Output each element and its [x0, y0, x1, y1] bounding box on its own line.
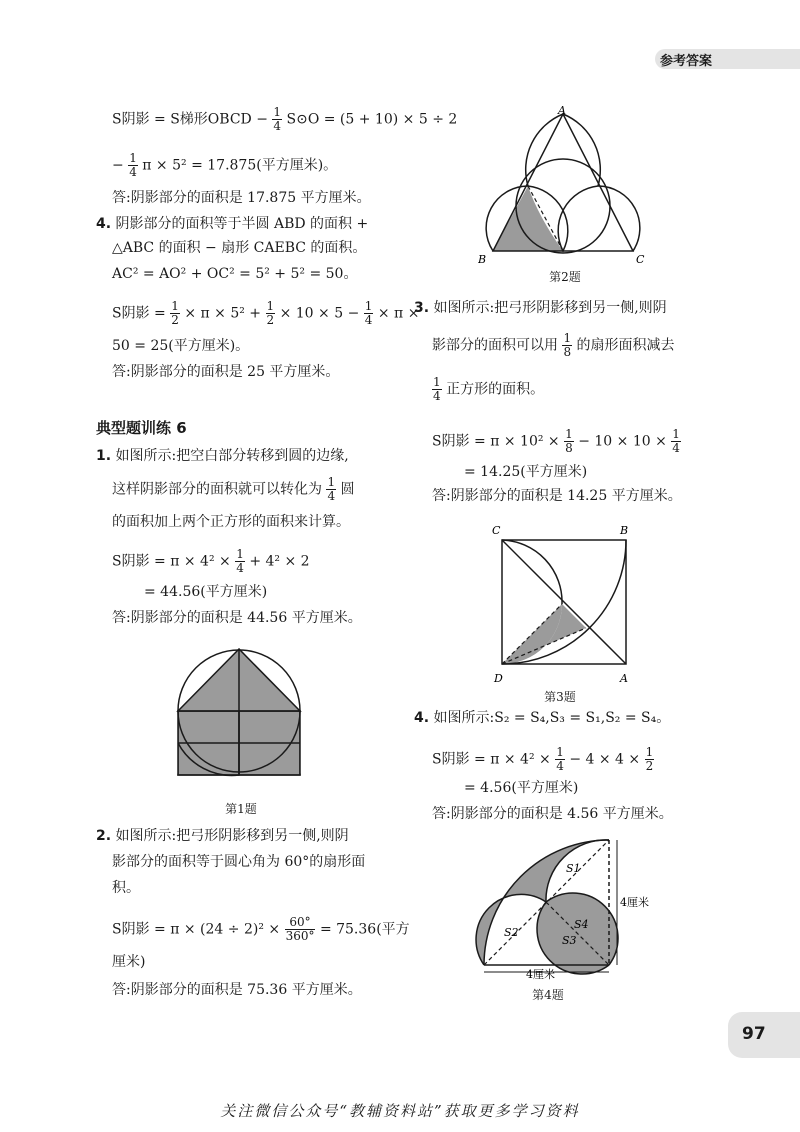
fraction: $\frac{1}{2}$ — [645, 745, 654, 773]
header-title: 参考答案 — [660, 54, 713, 69]
answer-line: = 4.56(平方厘米) — [464, 780, 579, 796]
label-s4: S4 — [574, 918, 589, 931]
answer-line: 答:阴影部分的面积是 14.25 平方厘米。 — [432, 488, 682, 504]
answer-line: S阴影 = π × 4² × $\frac{1}{4}$ + 4² × 2 — [112, 547, 310, 575]
answer-line: △ABC 的面积 − 扇形 CAEBC 的面积。 — [112, 240, 367, 256]
answer-line: 的面积加上两个正方形的面积来计算。 — [112, 514, 350, 530]
question-4: 4. 阴影部分的面积等于半圆 ABD 的面积 + — [96, 216, 369, 232]
answer-line: $\frac{1}{4}$ 正方形的面积。 — [433, 375, 545, 403]
fraction: $\frac{1}{8}$ — [565, 427, 573, 455]
question-1: 1. 如图所示:把空白部分转移到圆的边缘, — [96, 448, 349, 464]
answer-line: 厘米) — [112, 954, 146, 970]
fraction: $\frac{1}{4}$ — [556, 745, 564, 773]
answer-line: 答:阴影部分的面积是 75.36 平方厘米。 — [112, 982, 362, 998]
question-3: 3. 如图所示:把弓形阴影移到另一侧,则阴 — [414, 300, 667, 316]
section-title: 典型题训练 6 — [96, 419, 187, 437]
fraction: $\frac{1}{8}$ — [563, 331, 572, 359]
fraction: $\frac{1}{4}$ — [236, 547, 244, 575]
answer-line: 答:阴影部分的面积是 17.875 平方厘米。 — [112, 190, 371, 206]
answer-line: = 44.56(平方厘米) — [144, 584, 268, 600]
fraction: $\frac{1}{4}$ — [364, 299, 373, 327]
figure-3 — [484, 520, 634, 688]
fraction: $\frac{1}{4}$ — [327, 475, 336, 503]
fraction: $\frac{60^\circ}{360^\circ}$ — [285, 915, 315, 943]
fraction: $\frac{1}{2}$ — [171, 299, 179, 327]
answer-line: 50 = 25(平方厘米)。 — [112, 338, 250, 354]
label-side: 4厘米 — [620, 896, 649, 909]
label-s1: S1 — [566, 862, 581, 875]
label-s3: S3 — [562, 934, 577, 947]
figure-1 — [176, 645, 306, 777]
answer-line: − $\frac{1}{4}$ π × 5² = 17.875(平方厘米)。 — [112, 151, 338, 179]
fraction: $\frac{1}{4}$ — [129, 151, 137, 179]
answer-line: AC² = AO² + OC² = 5² + 5² = 50。 — [112, 266, 358, 282]
answer-line: S阴影 = $\frac{1}{2}$ × π × 5² + $\frac{1}{2}$ × 10 × 5 − $\frac{1}{4}$ × π × — [112, 299, 420, 327]
label-c: C — [636, 253, 645, 264]
answer-line: 影部分的面积可以用 $\frac{1}{8}$ 的扇形面积减去 — [432, 331, 675, 359]
label-c: C — [492, 524, 501, 537]
fraction: $\frac{1}{4}$ — [672, 427, 680, 455]
label-bottom: 4厘米 — [526, 968, 555, 980]
figure-caption: 第3题 — [544, 690, 576, 704]
label-s2: S2 — [504, 926, 519, 939]
label-d: D — [494, 672, 503, 685]
figure-2 — [478, 106, 648, 264]
answer-line: 答:阴影部分的面积是 25 平方厘米。 — [112, 364, 340, 380]
answer-line: 这样阴影部分的面积就可以转化为 $\frac{1}{4}$ 圆 — [112, 475, 355, 503]
answer-line: 积。 — [112, 880, 140, 896]
fraction: $\frac{1}{4}$ — [273, 105, 282, 133]
fraction: $\frac{1}{2}$ — [266, 299, 275, 327]
label-a: A — [620, 672, 628, 685]
fraction: $\frac{1}{4}$ — [433, 375, 441, 403]
answer-line: S阴影 = π × (24 ÷ 2)² × $\frac{60^\circ}{360^\circ}$ = 75.36(平方 — [112, 915, 410, 943]
answer-line: = 14.25(平方厘米) — [464, 464, 588, 480]
answer-line: 答:阴影部分的面积是 4.56 平方厘米。 — [432, 806, 673, 822]
answer-line: 答:阴影部分的面积是 44.56 平方厘米。 — [112, 610, 362, 626]
answer-line: S阴影 = π × 10² × $\frac{1}{8}$ − 10 × 10 × $\frac{1}{4}$ — [432, 427, 680, 455]
question-2: 2. 如图所示:把弓形阴影移到另一侧,则阴 — [96, 828, 349, 844]
figure-4 — [474, 830, 674, 980]
figure-caption: 第2题 — [549, 270, 581, 284]
answer-line: S阴影 = π × 4² × $\frac{1}{4}$ − 4 × 4 × $\frac{1}{2}$ — [432, 745, 654, 773]
figure-caption: 第1题 — [225, 802, 257, 816]
footer-note: 关注微信公众号“教辅资料站”获取更多学习资料 — [220, 1102, 580, 1120]
label-b: B — [478, 253, 487, 264]
answer-line: S阴影 = S梯形OBCD − $\frac{1}{4}$ S⊙O = (5 + 10) × 5 ÷ 2 — [112, 105, 458, 133]
figure-caption: 第4题 — [532, 988, 564, 1002]
question-4b: 4. 如图所示:S₂ = S₄,S₃ = S₁,S₂ = S₄。 — [414, 710, 671, 726]
label-a: A — [558, 106, 566, 117]
label-b: B — [620, 524, 629, 537]
answer-line: 影部分的面积等于圆心角为 60°的扇形面 — [112, 854, 366, 870]
page-number: 97 — [742, 1024, 766, 1044]
